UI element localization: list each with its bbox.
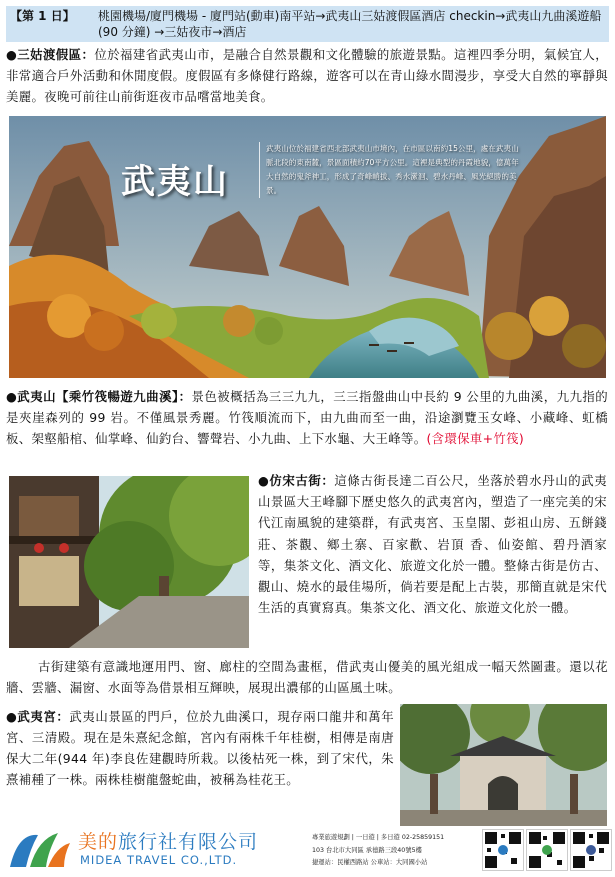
ancient-street-image — [9, 476, 249, 648]
wuyi-bullet: ●武夷山【乘竹筏暢遊九曲溪】： — [6, 389, 192, 404]
wuyishan-hero-image — [9, 116, 606, 378]
intro-bullet: ●三姑渡假區： — [6, 47, 95, 62]
ancient-text: 這條古街長達二百公尺，坐落於碧水丹山的武夷山景區大王峰腳下歷史悠久的武夷宮內，塑造了一座完美的宋代江南風貌的建築群，有武夷宮、玉皇閣、彭祖山房、五餅錢莊、茶觀、鄉土寨、百家歡、岩頂 香、仙姿館、碧丹酒家 等，集茶文化、酒文化、旅遊文化於一體。整條古街是仿古、觀山、燒水的最佳場所，倘若要是配上古裝，那簡直就是宋代生活的真實寫真。集茶文化、酒文化、旅遊文化於一體。 — [258, 473, 607, 616]
route-text: 桃園機場/廈門機場 - 廈門站(動車)南平站→武夷山三姑渡假區酒店 checkin→武夷山九曲溪遊船(90 分鐘) →三姑夜市→酒店 — [98, 9, 602, 39]
street-architecture-paragraph: 古街建築有意識地運用門、窗、廊柱的空間為畫框，借武夷山優美的風光組成一幅天然圖畫。還以花牆、雲牆、漏窗、水面等為借景相互輝映，展現出濃郁的山區風土味。 — [6, 659, 608, 695]
facebook-qr-code-icon[interactable] — [570, 829, 612, 871]
palace-text: 武夷山景區的門戶，位於九曲溪口，現存兩口龍井和萬年宮、三清殿。現在是朱熹紀念館，宮內有兩株千年桂樹，相傳是南唐保大二年(944 年)李良佐建觀時所栽。以後枯死一株，到了宋代，朱熹補種了一株。兩株桂樹龍盤蛇曲，被稱為桂花王。 — [6, 709, 395, 787]
palace-gate-graphic — [400, 704, 607, 826]
midea-travel-logo-icon — [8, 829, 72, 869]
wuyi-text: 景色被概括為三三九九，三三指盤曲山中長約 9 公里的九曲溪，九九指的是夾崖森列的 99 岩。不僅風景秀麗。竹筏順流而下，由九曲而至一曲，沿途瀏覽玉女峰、小藏峰、虹橋板、架壑船棺、仙掌峰、仙釣台、響聲岩、小九曲、上下水龜、大王峰等。 — [6, 389, 608, 446]
day-header — [6, 6, 609, 42]
wuyi-palace-paragraph — [6, 706, 394, 790]
hero-title: 武夷山 — [121, 162, 229, 202]
company-name-cn — [78, 827, 258, 854]
hero-description: 武夷山位於福建省西北部武夷山市境內，在市區以南約15公里，處在武夷山脈北段的東南麓，景區面積約70平方公里。這裡是典型的丹霞地貌，億萬年大自然的鬼斧神工，形成了奇峰峭拔、秀水瀠洄、碧水丹峰、風光絕勝的美景。 — [259, 142, 523, 198]
wuyi-palace-gate-image — [400, 704, 607, 826]
company-name-cn-accent: 美的 — [78, 831, 119, 853]
wuyi-raft-paragraph — [6, 386, 608, 449]
contact-info — [312, 832, 482, 870]
contact-line-transit: 捷運站：民權西路站 公車站：大同國小站 — [312, 859, 428, 866]
intro-text: 位於福建省武夷山市，是融合自然景觀和文化體驗的旅遊景點。這裡四季分明，氣候宜人，非常適合戶外活動和休閒度假。度假區有多條健行路線，遊客可以在青山綠水間漫步，享受大自然的寧靜與美麗。夜晚可前往山前街逛夜市品嚐當地美食。 — [6, 47, 609, 104]
company-name-en: MIDEA TRAVEL CO.,LTD. — [80, 853, 238, 867]
day-tag: 【第 1 日】 — [10, 9, 75, 23]
contact-line-services: 專業旅遊規劃 | 一日遊 | 多日遊 02-25859151 — [312, 834, 445, 841]
line-qr-code-icon[interactable] — [482, 829, 524, 871]
palace-bullet: ●武夷宮： — [6, 709, 70, 724]
ancient-street-paragraph — [258, 470, 607, 618]
wechat-qr-code-icon[interactable] — [526, 829, 568, 871]
footer — [0, 827, 615, 877]
intro-paragraph — [6, 44, 608, 107]
ancient-bullet: ●仿宋古街： — [258, 473, 335, 488]
wuyi-note: (含環保車+竹筏) — [426, 431, 524, 446]
contact-line-address: 103 台北市大同區 承德路三段40號5樓 — [312, 846, 422, 854]
company-name-cn-rest: 旅行社有限公司 — [118, 831, 259, 853]
ancient-street-graphic — [9, 476, 249, 648]
